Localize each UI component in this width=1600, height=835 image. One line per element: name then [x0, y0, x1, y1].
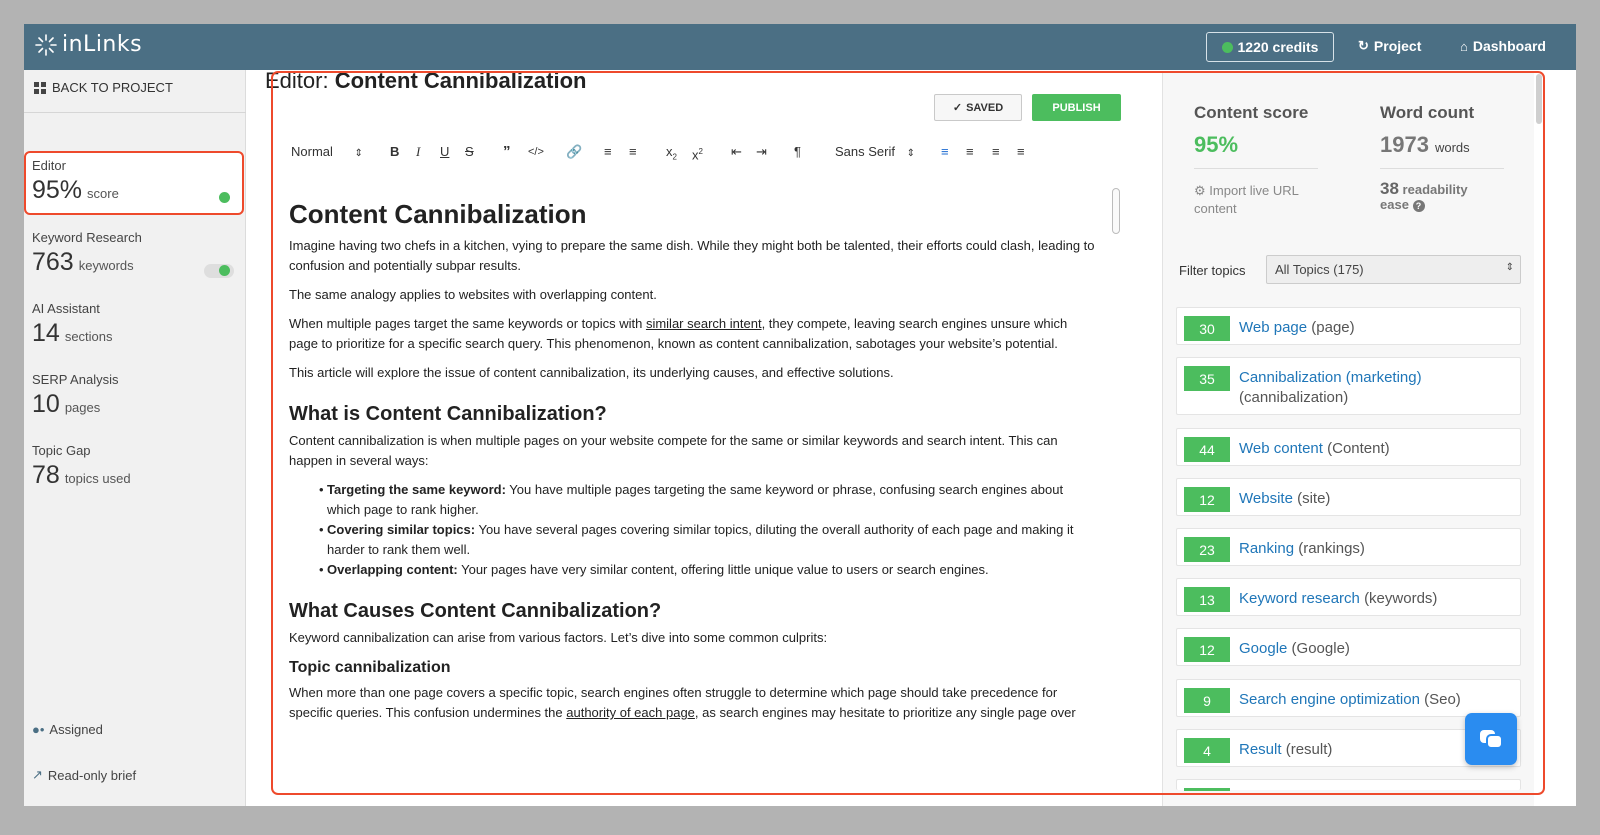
sidebar-item-label: SERP Analysis [32, 372, 119, 387]
topic-alias: (site) [1297, 490, 1331, 507]
dashboard-link[interactable] [1460, 38, 1546, 54]
topic-name-link[interactable]: Web content [1239, 440, 1323, 457]
external-link-icon: ↗ [32, 767, 43, 782]
sidebar-item-unit: sections [64, 329, 113, 344]
topic-name-link[interactable]: Keyword research [1239, 590, 1360, 607]
doc-paragraph: Imagine having two chefs in a kitchen, vying to prepare the same dish. While they might both be talented, their efforts could clash, leading to confusion and potentially subpar results. [289, 238, 1095, 273]
dashboard-label: Dashboard [1472, 38, 1546, 54]
blockquote-icon[interactable]: ” [503, 143, 511, 160]
bullet-text: Your pages have very similar content, offering little unique value to users or search engines. [457, 562, 989, 577]
format-label: Normal [291, 144, 333, 159]
font-label: Sans Serif [835, 144, 895, 159]
topic-name-link[interactable]: Result [1239, 741, 1282, 758]
doc-heading-3: Topic cannibalization [289, 659, 451, 676]
topic-name-link[interactable]: Web page [1239, 319, 1308, 336]
logo-text: inLinks [62, 32, 143, 57]
text-run: When multiple pages target the same keywords or topics with [289, 316, 646, 331]
topic-count-badge: 44 [1184, 437, 1230, 462]
text-direction-icon[interactable]: ¶ [794, 144, 801, 159]
topic-count-badge: 12 [1184, 487, 1230, 512]
gear-icon: ⚙ [1194, 183, 1206, 198]
authority-of-each-page-link[interactable]: authority of each page [566, 705, 695, 720]
sidebar [24, 70, 246, 806]
readability-label: readability ease [1380, 182, 1468, 212]
topic-alias: (page) [1311, 319, 1355, 336]
bullet-list-icon[interactable]: ≡ [629, 144, 637, 159]
sidebar-item-value: 78 [32, 461, 60, 489]
topic-count-badge: 4 [1184, 738, 1230, 763]
home-icon: ⌂ [1460, 38, 1468, 54]
topic-name-link[interactable]: Google [1239, 640, 1288, 657]
sidebar-item-label: Keyword Research [32, 230, 142, 245]
topic-alias: (Google) [1291, 640, 1350, 657]
credits-dot-icon [1222, 42, 1233, 53]
sidebar-item-unit: pages [64, 400, 101, 415]
back-to-project-link[interactable] [34, 80, 173, 95]
refresh-icon: ↻ [1358, 38, 1369, 53]
topic-alias: (cannibalization) [1239, 389, 1349, 406]
text-run: When more than one page covers a specific topic, search engines often struggle to determine which page should take precedence for specific queries. This confusion undermines the [289, 685, 1058, 720]
title-prefix: Editor: [265, 68, 329, 93]
topic-alias: (rankings) [1298, 540, 1365, 557]
help-icon[interactable]: ? [1413, 200, 1425, 212]
sidebar-item-keyword-research[interactable] [32, 230, 238, 277]
logo-sunburst-icon [34, 33, 58, 57]
sidebar-item-label: Topic Gap [32, 443, 91, 458]
topic-alias: (Seo) [1424, 691, 1461, 708]
word-count-value: 1973 [1380, 132, 1429, 157]
sidebar-divider [24, 112, 246, 113]
topic-count-badge: 35 [1184, 366, 1230, 391]
sidebar-item-label: AI Assistant [32, 301, 100, 316]
word-count-label: Word count [1380, 103, 1475, 122]
ordered-list-icon[interactable]: ≡ [604, 144, 612, 159]
italic-icon[interactable]: I [416, 144, 421, 159]
back-label: BACK TO PROJECT [52, 80, 173, 95]
subscript-icon[interactable]: $x_2$ [666, 144, 677, 162]
doc-heading-1: Content Cannibalization [289, 199, 587, 229]
read-only-brief-label: Read-only brief [47, 767, 137, 783]
bullet-title: Covering similar topics: [327, 522, 476, 537]
sidebar-item-ai-assistant[interactable] [32, 301, 238, 348]
topic-count-badge: 12 [1184, 637, 1230, 662]
doc-heading-2: What Causes Content Cannibalization? [289, 600, 662, 622]
sidebar-item-label: Editor [32, 158, 66, 173]
doc-paragraph: Content cannibalization is when multiple pages on your website compete for the same or similar keywords and search intent. This can happen in several ways: [289, 433, 1058, 468]
content-score-value: 95% [1194, 132, 1239, 157]
text-run: , they compete, leaving search engines unsure which page to prioritize for a specific search query. This phenomenon, known as content cannibalization, sabotages your website’s potential. [289, 316, 1068, 351]
doc-paragraph: The same analogy applies to websites with overlapping content. [289, 287, 657, 302]
title-name: Content Cannibalization [334, 68, 587, 93]
topic-alias: (result) [1285, 741, 1333, 758]
user-gear-icon: ●• [32, 722, 45, 737]
topic-name-link[interactable]: Website [1239, 490, 1293, 507]
credits-label: 1220 credits [1237, 39, 1319, 55]
top-bar [24, 24, 1576, 70]
similar-search-intent-link[interactable]: similar search intent [645, 316, 762, 331]
topic-alias: (keywords) [1364, 590, 1438, 607]
topic-count-badge: 9 [1184, 688, 1230, 713]
sidebar-item-editor[interactable] [32, 158, 238, 205]
filter-value: All Topics (175) [1275, 262, 1364, 277]
saved-label: SAVED [966, 101, 1004, 114]
status-dot [219, 192, 230, 203]
content-score-label: Content score [1194, 103, 1309, 122]
indent-icon[interactable]: ⇥ [756, 144, 767, 159]
topic-alias: (Content) [1327, 440, 1390, 457]
topic-count-badge: 30 [1184, 316, 1230, 341]
read-only-brief-link[interactable] [32, 767, 136, 783]
align-justify-icon[interactable]: ≡ [1017, 144, 1025, 159]
align-center-icon[interactable]: ≡ [966, 144, 974, 159]
credits-badge[interactable] [1206, 32, 1334, 62]
sidebar-item-value: 10 [32, 390, 60, 418]
assigned-label: Assigned [49, 722, 103, 737]
bullet-text: You have multiple pages targeting the same keyword or phrase, confusing search engines about which page to rank higher. [327, 482, 1064, 517]
format-select[interactable]: Normal ⇕ [291, 144, 363, 159]
superscript-icon[interactable]: $x^2$ [692, 147, 703, 163]
select-arrows-icon: ⇕ [1505, 262, 1514, 273]
topic-name-link[interactable]: Ranking [1239, 540, 1295, 557]
sidebar-item-value: 14 [32, 319, 60, 347]
doc-heading-2: What is Content Cannibalization? [289, 403, 607, 425]
sidebar-item-unit: topics used [64, 471, 131, 486]
word-count-unit: words [1434, 140, 1470, 155]
sidebar-item-topic-gap[interactable] [32, 443, 238, 490]
sidebar-item-unit: score [87, 186, 119, 201]
code-icon[interactable]: </> [528, 146, 544, 158]
topic-count-badge: 23 [1184, 537, 1230, 562]
grid-icon [34, 82, 46, 94]
sidebar-item-value: 95% [32, 176, 83, 204]
assigned-link[interactable] [32, 722, 103, 737]
bullet-text: You have several pages covering similar topics, diluting the overall authority of each page and making it harder to rank them well. [327, 522, 1074, 557]
outdent-icon[interactable]: ⇤ [731, 144, 742, 159]
topic-count-badge: 13 [1184, 587, 1230, 612]
check-icon: ✓ [952, 102, 963, 114]
align-right-icon[interactable]: ≡ [992, 144, 1000, 159]
project-link[interactable] [1358, 38, 1421, 54]
bold-icon[interactable]: B [390, 144, 400, 159]
strikethrough-icon[interactable]: S [465, 144, 474, 159]
topic-name-link[interactable]: Cannibalization (marketing) [1239, 369, 1422, 386]
sidebar-item-value: 763 [32, 248, 74, 276]
logo[interactable] [34, 32, 142, 57]
underline-icon[interactable]: U [440, 144, 450, 159]
link-icon[interactable]: 🔗 [566, 144, 583, 159]
editor-highlight-frame [271, 71, 1545, 795]
text-run: , as search engines may hesitate to prioritize any single page over [694, 705, 1076, 720]
doc-paragraph: This article will explore the issue of content cannibalization, its underlying causes, and effective solutions. [289, 365, 894, 380]
bullet-title: Targeting the same keyword: [327, 482, 506, 497]
project-label: Project [1373, 38, 1422, 54]
filter-topics-label: Filter topics [1179, 263, 1246, 278]
publish-label: PUBLISH [1052, 101, 1101, 114]
bullet-title: Overlapping content: [327, 562, 458, 577]
font-select[interactable]: Sans Serif ⇕ [835, 144, 915, 159]
doc-paragraph: Keyword cannibalization can arise from various factors. Let’s dive into some common culprits: [289, 630, 828, 645]
status-dot [219, 265, 230, 276]
topic-name-link[interactable]: Search engine optimization [1239, 691, 1420, 708]
import-label: Import live URL content [1194, 183, 1299, 216]
readability-value: 38 [1380, 179, 1399, 198]
sidebar-item-unit: keywords [78, 258, 134, 273]
align-left-icon[interactable]: ≡ [941, 144, 949, 159]
sidebar-item-serp-analysis[interactable] [32, 372, 238, 419]
